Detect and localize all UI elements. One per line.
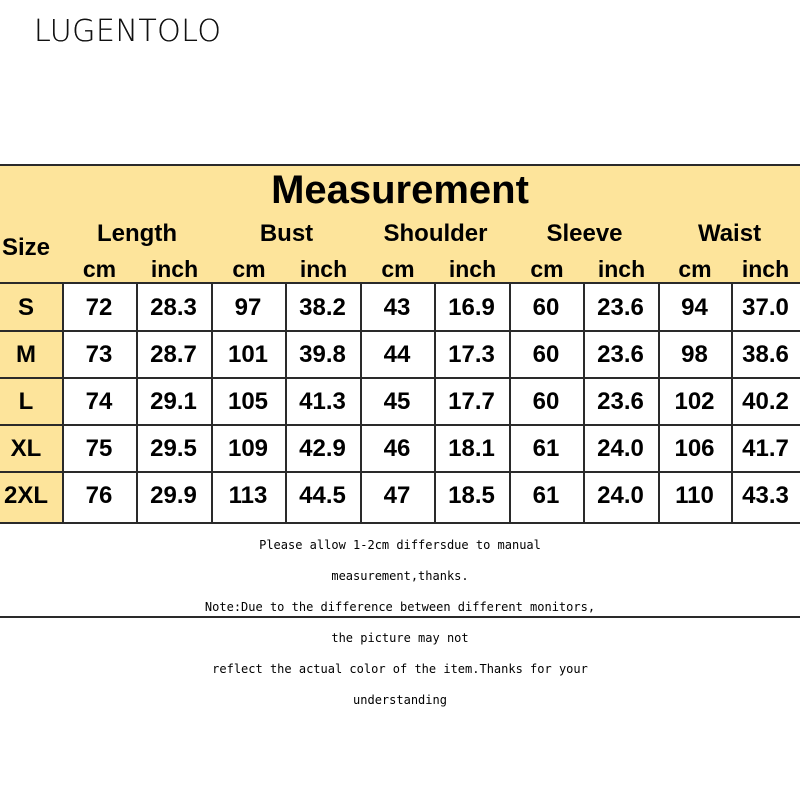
table-cell: 38.2 [299,294,346,321]
size-label: S [17,294,34,321]
unit-header: inch [741,256,790,282]
table-cell: 110 [675,482,714,509]
table-cell: 18.1 [448,435,495,462]
table-cell: 60 [532,294,560,321]
table-cell: 39.8 [299,341,346,368]
brand-name: LUGENTOLO [34,14,222,49]
table-cell: 94 [681,294,708,321]
table-cell: 17.3 [448,341,495,368]
unit-header: cm [381,256,415,282]
table-cell: 23.6 [597,341,644,368]
size-label: L [18,388,34,415]
table-cell: 113 [228,482,268,509]
note-line: reflect the actual color of the item.Thanks for your [212,661,588,676]
table-cell: 23.6 [597,294,644,321]
table-cell: 74 [85,388,113,415]
table-cell: 40.2 [742,388,789,415]
table-cell: 37.0 [742,294,789,321]
table-cell: 38.6 [742,341,789,368]
table-cell: 44.5 [299,482,346,509]
unit-header: inch [597,256,646,282]
group-header-waist: Waist [697,220,762,247]
table-cell: 16.9 [448,294,495,321]
size-label: M [16,341,36,368]
group-header-sleeve: Sleeve [546,220,623,247]
table-cell: 46 [383,435,411,462]
table-cell: 76 [85,482,113,509]
table-cell: 97 [234,294,262,321]
size-chart [0,164,800,707]
table-cell: 102 [674,388,715,415]
table-cell: 17.7 [448,388,495,415]
table-cell: 106 [674,435,715,462]
table-cell: 24.0 [597,482,644,509]
note-line: understanding [353,692,447,707]
table-cell: 105 [227,388,269,415]
table-cell: 44 [383,341,411,368]
table-cell: 47 [383,482,411,509]
table-cell: 24.0 [597,435,644,462]
disclaimer-note [150,522,650,724]
table-cell: 41.7 [742,435,789,462]
table-cell: 72 [85,294,113,321]
unit-header: inch [299,256,348,282]
unit-header: cm [530,256,564,282]
table-cell: 43.3 [742,482,789,509]
group-header-length: Length [97,220,177,247]
table-cell: 28.7 [150,341,197,368]
note-line: Please allow 1-2cm differsdue to manual [259,537,541,552]
table-cell: 29.9 [150,482,197,509]
chart-title: Measurement [271,168,529,212]
table-cell: 73 [85,341,113,368]
group-header-bust: Bust [259,220,314,247]
table-cell: 42.9 [299,435,346,462]
table-cell: 23.6 [597,388,644,415]
table-cell: 29.1 [150,388,197,415]
table-cell: 101 [227,341,269,368]
note-line: measurement,thanks. [331,568,469,583]
table-cell: 61 [532,435,560,462]
table-cell: 45 [383,388,411,415]
unit-header: cm [678,256,712,282]
table-cell: 43 [383,294,411,321]
group-header-shoulder: Shoulder [383,220,488,247]
note-line: Note:Due to the difference between different monitors, [204,599,596,614]
table-cell: 109 [227,435,269,462]
table-cell: 28.3 [150,294,197,321]
table-cell: 18.5 [448,482,495,509]
table-cell: 98 [681,341,708,368]
unit-header: cm [82,256,117,282]
unit-header: cm [232,256,266,282]
table-cell: 60 [532,388,560,415]
table-cell: 61 [532,482,560,509]
size-label: 2XL [3,482,48,509]
note-line: the picture may not [331,630,469,645]
brand-logo [34,14,222,49]
size-header: Size [1,234,51,261]
unit-header: inch [150,256,199,282]
table-cell: 41.3 [299,388,346,415]
table-cell: 29.5 [150,435,197,462]
table-cell: 75 [85,435,113,462]
table-cell: 60 [532,341,560,368]
unit-header: inch [448,256,497,282]
size-label: XL [10,435,42,462]
